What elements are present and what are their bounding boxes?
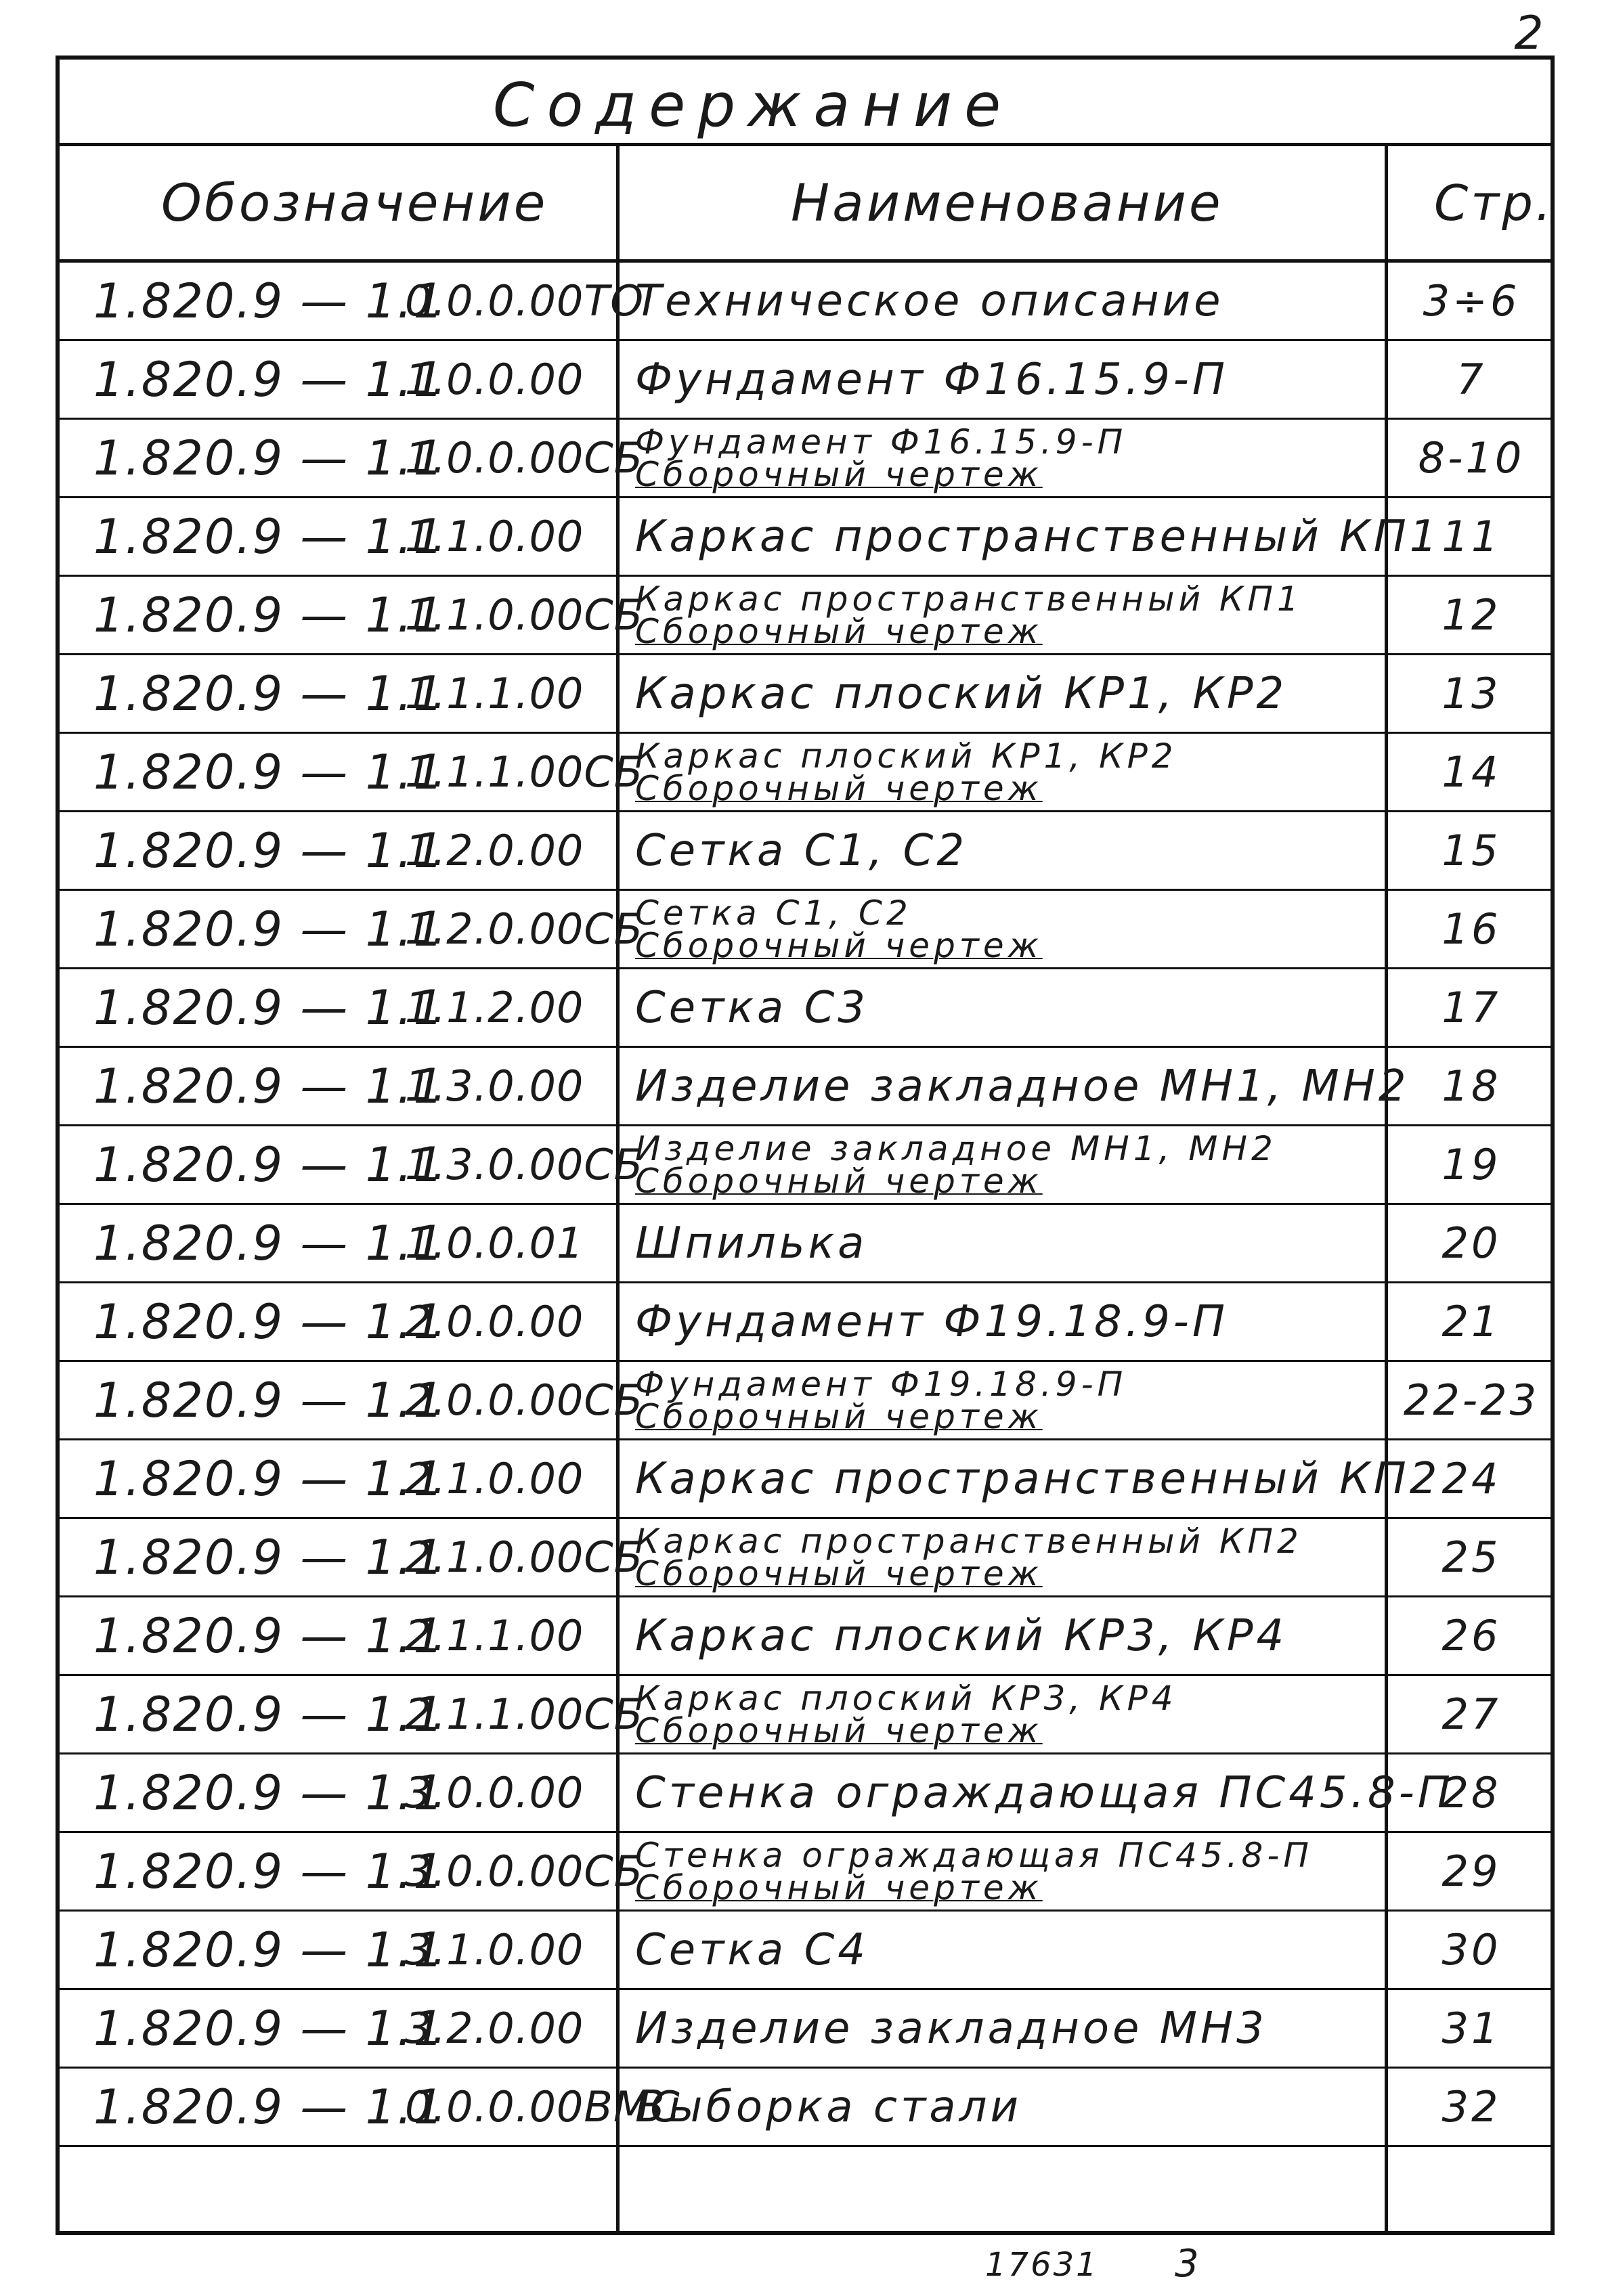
designation-series: 1.820.9 — 1.1 [93,2079,446,2135]
cell-page: 21 [1442,1297,1501,1346]
designation-series: 1.820.9 — 1.1 [93,1215,446,1271]
cell-name [635,812,1380,889]
cell-page: 7 [1456,355,1486,404]
name-line: Фундамент Ф19.18.9-П [635,1296,1228,1347]
cell-name [635,1676,1380,1752]
designation-number: 3.0.0.00СБ [405,1847,644,1896]
cell-name [635,1205,1380,1281]
designation-series: 1.820.9 — 1.1 [93,1372,446,1428]
cell-designation [93,969,615,1046]
table-row [60,1048,1551,1126]
cell-name [635,969,1380,1046]
cell-page [1388,2147,1555,2266]
cell-name [635,1283,1380,1360]
contents-table [56,56,1555,2235]
cell-designation [93,734,644,810]
header-row [60,146,1554,263]
column-header-page: Стр. [1434,174,1554,231]
cell-page: 11 [1442,512,1501,561]
table-row [60,734,1551,812]
cell-designation [93,1676,644,1752]
cell-designation [93,1283,615,1360]
designation-number: 1.3.0.00СБ [405,1140,644,1189]
column-header-code: Обозначение [161,173,548,233]
cell-designation [93,1754,615,1831]
designation-series: 1.820.9 — 1.1 [93,665,446,722]
cell-page: 13 [1442,669,1501,718]
designation-series: 1.820.9 — 1.1 [93,1529,446,1585]
table-row [60,655,1551,734]
name-line: Изделие закладное МН1, МН2 [635,1061,1410,1111]
cell-page: 22-23 [1403,1375,1540,1425]
page-title: Содержание [493,70,1014,140]
cell-designation [93,2069,680,2145]
cell-designation [93,1048,615,1124]
name-subline: Сборочный чертеж [635,1161,1043,1201]
table-row [60,1833,1551,1912]
designation-series: 1.820.9 — 1.1 [93,587,446,643]
designation-series: 1.820.9 — 1.1 [93,508,446,565]
cell-designation [93,891,644,967]
cell-name [635,891,1380,967]
designation-series: 1.820.9 — 1.1 [93,2000,446,2056]
cell-name [635,1519,1380,1595]
designation-number: 1.2.0.00СБ [405,904,644,954]
designation-series: 1.820.9 — 1.1 [93,744,446,800]
designation-number: 2.0.0.00СБ [405,1375,644,1425]
designation-number: 1.1.0.00 [405,512,584,561]
table-row [60,1440,1551,1519]
table-row [60,969,1551,1048]
name-line: Каркас пространственный КП1 [635,579,1303,619]
table-row [60,420,1551,498]
table-row [60,341,1551,420]
footer-sheet-number: 3 [1175,2242,1199,2286]
cell-page: 18 [1442,1061,1501,1111]
cell-name [635,734,1380,810]
name-line: Техническое описание [635,275,1224,326]
table-row [60,1126,1551,1205]
table-row [60,1519,1551,1597]
designation-number: 1.1.0.00СБ [405,590,644,640]
name-line: Каркас пространственный КП2 [635,1521,1303,1561]
designation-series: 1.820.9 — 1.1 [93,430,446,486]
cell-name [635,341,1380,418]
designation-number: 1.3.0.00 [405,1061,584,1111]
cell-designation [93,2147,615,2266]
designation-number: 1.1.1.00 [405,669,584,718]
designation-series: 1.820.9 — 1.1 [93,1451,446,1507]
cell-designation [93,812,615,889]
designation-series: 1.820.9 — 1.1 [93,979,446,1036]
cell-name [635,2069,1380,2145]
designation-series: 1.820.9 — 1.1 [93,1058,446,1114]
name-line: Каркас плоский КР1, КР2 [635,736,1177,776]
cell-page: 32 [1442,2082,1501,2132]
cell-page: 28 [1442,1768,1501,1817]
name-line: Каркас плоский КР3, КР4 [635,1610,1288,1661]
cell-page: 14 [1442,747,1501,797]
designation-number: 0.0.0.00ВМС [405,2082,680,2132]
designation-series: 1.820.9 — 1.1 [93,822,446,879]
table-row [60,1912,1551,1990]
name-line: Сетка С4 [635,1924,869,1975]
cell-name [635,1912,1380,1988]
designation-series: 1.820.9 — 1.1 [93,273,446,329]
name-subline: Сборочный чертеж [635,768,1043,808]
name-line: Стенка ограждающая ПС45.8-П [635,1835,1313,1875]
name-line: Сетка С1, С2 [635,893,912,933]
designation-number: 0.0.0.00ТО [405,276,645,326]
cell-page: 16 [1442,904,1501,954]
cell-name [635,1440,1441,1517]
cell-page: 19 [1442,1140,1501,1189]
cell-designation [93,577,644,653]
cell-designation [93,1362,644,1438]
designation-series: 1.820.9 — 1.1 [93,1843,446,1899]
name-subline: Сборочный чертеж [635,454,1043,494]
name-line: Каркас пространственный КП1 [635,511,1441,562]
name-line: Изделие закладное МН3 [635,2003,1267,2054]
cell-name [635,1754,1454,1831]
cell-page: 3÷6 [1423,276,1520,326]
cell-name [635,1048,1410,1124]
designation-number: 1.0.0.01 [405,1218,584,1268]
cell-name [635,1126,1380,1203]
cell-name [635,1990,1380,2067]
designation-number: 1.2.0.00 [405,826,584,875]
table-row [60,812,1551,891]
name-subline: Сборочный чертеж [635,1868,1043,1907]
table-row [60,891,1551,969]
cell-designation [93,1126,644,1203]
table-row [60,577,1551,655]
cell-designation [93,341,615,418]
name-subline: Сборочный чертеж [635,925,1043,965]
designation-series: 1.820.9 — 1.1 [93,1686,446,1742]
cell-name [635,263,1380,339]
cell-page: 29 [1442,1847,1501,1896]
cell-designation [93,1519,644,1595]
cell-name [635,498,1441,575]
cell-name [635,655,1380,732]
cell-page: 25 [1442,1532,1501,1582]
designation-series: 1.820.9 — 1.1 [93,1608,446,1664]
designation-series: 1.820.9 — 1.1 [93,1294,446,1350]
name-line: Фундамент Ф19.18.9-П [635,1364,1127,1404]
title-row [60,60,1551,146]
name-line: Сетка С1, С2 [635,825,968,876]
designation-number: 1.1.1.00СБ [405,747,644,797]
designation-series: 1.820.9 — 1.1 [93,1922,446,1978]
cell-name [635,1597,1380,1674]
cell-page: 20 [1442,1218,1501,1268]
name-line: Шпилька [635,1218,868,1268]
designation-number: 2.0.0.00 [405,1297,584,1346]
cell-designation [93,655,615,732]
page-number: 2 [1514,7,1546,60]
cell-designation [93,1990,615,2067]
table-row [60,1362,1551,1440]
designation-number: 3.1.0.00 [405,1925,584,1974]
table-row [60,263,1551,341]
cell-page: 15 [1442,826,1501,875]
designation-series: 1.820.9 — 1.1 [93,1136,446,1193]
name-line: Фундамент Ф16.15.9-П [635,354,1228,405]
designation-number: 2.1.0.00СБ [405,1532,644,1582]
name-line: Каркас пространственный КП2 [635,1453,1441,1504]
footer-code: 17631 [985,2246,1099,2284]
name-line: Выборка стали [635,2081,1022,2132]
name-line: Сетка С3 [635,982,869,1033]
cell-designation [93,1205,615,1281]
name-line: Каркас плоский КР3, КР4 [635,1678,1177,1718]
name-subline: Сборочный чертеж [635,1710,1043,1750]
table-row [60,1283,1551,1362]
name-line: Каркас плоский КР1, КР2 [635,668,1288,719]
name-subline: Сборочный чертеж [635,611,1043,651]
cell-page: 24 [1442,1454,1501,1503]
cell-page: 30 [1442,1925,1501,1974]
name-subline: Сборочный чертеж [635,1553,1043,1593]
cell-designation [93,1912,615,1988]
table-row [60,1205,1551,1283]
designation-number: 3.0.0.00 [405,1768,584,1817]
cell-name [635,577,1380,653]
designation-number: 1.0.0.00 [405,355,584,404]
name-line: Стенка ограждающая ПС45.8-П [635,1767,1454,1818]
designation-number: 2.1.1.00 [405,1611,584,1660]
cell-page: 26 [1442,1611,1501,1660]
cell-designation [93,1597,615,1674]
column-header-name: Наименование [791,173,1223,233]
designation-number: 1.0.0.00СБ [405,433,644,483]
table-row [60,1597,1551,1676]
designation-number: 3.2.0.00 [405,2004,584,2053]
table-row [60,1754,1551,1833]
table-row [60,498,1551,577]
designation-number: 1.1.2.00 [405,983,584,1032]
cell-designation [93,498,615,575]
table-row [60,2147,1551,2266]
cell-designation [93,1833,644,1909]
cell-designation [93,1440,615,1517]
cell-name [635,1362,1380,1438]
table-row [60,1676,1551,1754]
designation-series: 1.820.9 — 1.1 [93,1765,446,1821]
designation-series: 1.820.9 — 1.1 [93,351,446,407]
name-line: Изделие закладное МН1, МН2 [635,1128,1277,1168]
cell-designation [93,420,644,496]
cell-name [635,420,1380,496]
table-row [60,1990,1551,2069]
table-row [60,2069,1551,2147]
cell-page: 12 [1442,590,1501,640]
designation-number: 2.1.0.00 [405,1454,584,1503]
designation-series: 1.820.9 — 1.1 [93,901,446,957]
cell-page: 31 [1442,2004,1501,2053]
cell-page: 27 [1442,1690,1501,1739]
cell-designation [93,263,645,339]
cell-name [635,1833,1380,1909]
designation-number: 2.1.1.00СБ [405,1690,644,1739]
name-line: Фундамент Ф16.15.9-П [635,422,1127,462]
name-subline: Сборочный чертеж [635,1396,1043,1436]
cell-page: 8-10 [1418,433,1525,483]
cell-page: 17 [1442,983,1501,1032]
